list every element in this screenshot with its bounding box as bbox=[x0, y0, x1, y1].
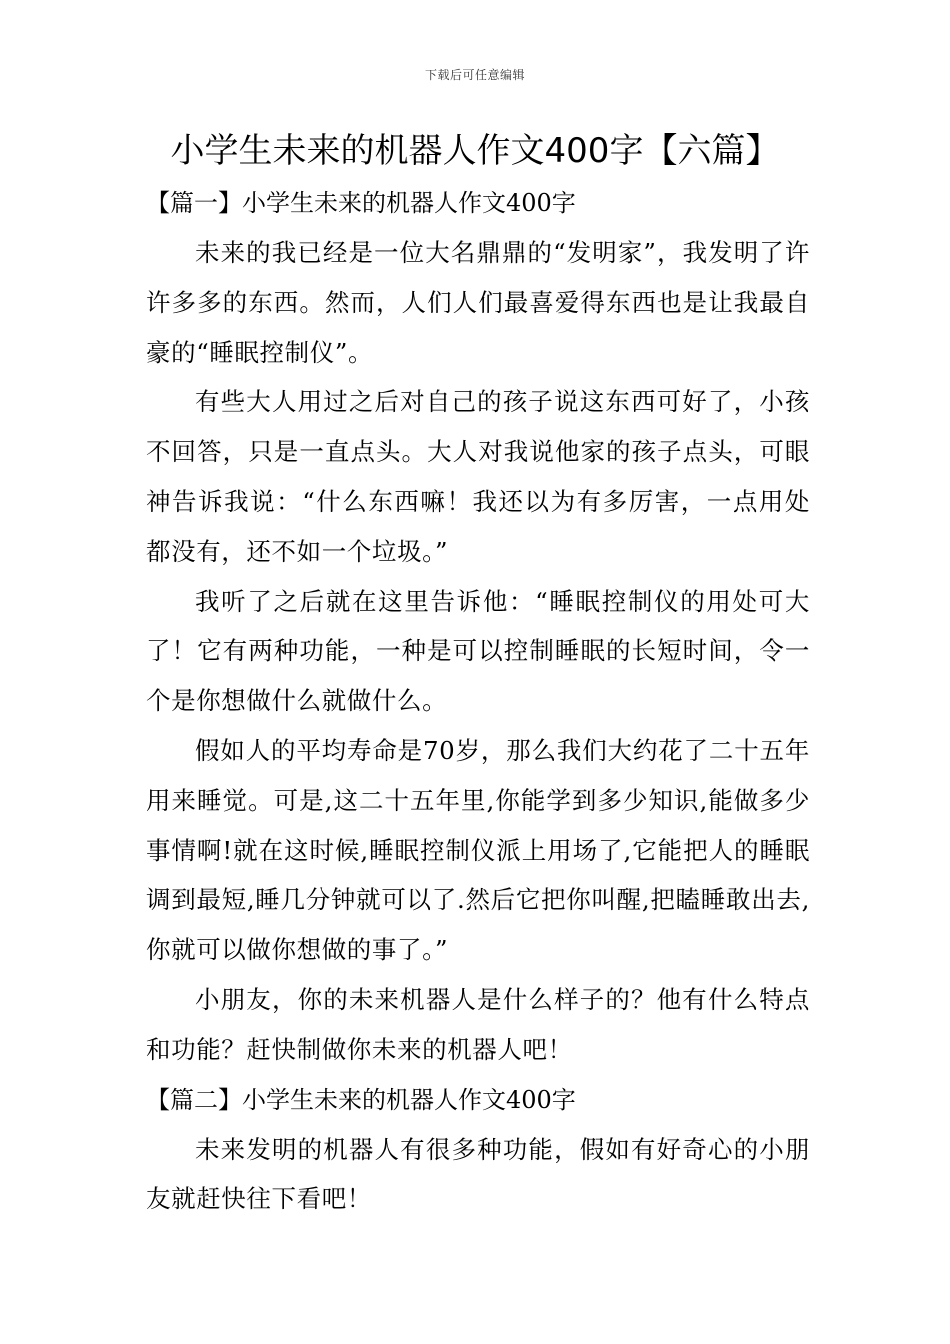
document-title: 小学生未来的机器人作文400字【六篇】 bbox=[170, 131, 780, 171]
section-heading-2: 【篇二】小学生未来的机器人作文400字 bbox=[146, 1085, 576, 1114]
paragraph: 未来发明的机器人有很多种功能，假如有好奇心的小朋友就赶快往下看吧！ bbox=[146, 1134, 810, 1214]
paragraph: 假如人的平均寿命是70岁，那么我们大约花了二十五年用来睡觉。可是,这二十五年里,你能学到多少知识,能做多少事情啊!就在这时候,睡眠控制仪派上用场了,它能把人的睡眠调到最短,睡几分钟就可以了.然后它把你叫醒,把瞌睡敢出去,你就可以做你想做的事了。” bbox=[146, 735, 810, 965]
document-body bbox=[146, 178, 810, 1224]
header-note: 下载后可任意编辑 bbox=[424, 68, 525, 82]
paragraph: 未来的我已经是一位大名鼎鼎的“发明家”，我发明了许许多多的东西。然而，人们人们最喜爱得东西也是让我最自豪的“睡眠控制仪”。 bbox=[146, 238, 810, 367]
paragraph: 有些大人用过之后对自己的孩子说这东西可好了，小孩不回答，只是一直点头。大人对我说他家的孩子点头，可眼神告诉我说：“什么东西嘛！我还以为有多厉害，一点用处都没有，还不如一个垃圾。” bbox=[146, 387, 810, 566]
paragraph: 小朋友，你的未来机器人是什么样子的？他有什么特点和功能？赶快制做你未来的机器人吧！ bbox=[146, 984, 810, 1064]
section-heading-1: 【篇一】小学生未来的机器人作文400字 bbox=[146, 189, 576, 217]
paragraph: 我听了之后就在这里告诉他：“睡眠控制仪的用处可大了！它有两种功能，一种是可以控制睡眠的长短时间，令一个是你想做什么就做什么。 bbox=[146, 586, 810, 716]
